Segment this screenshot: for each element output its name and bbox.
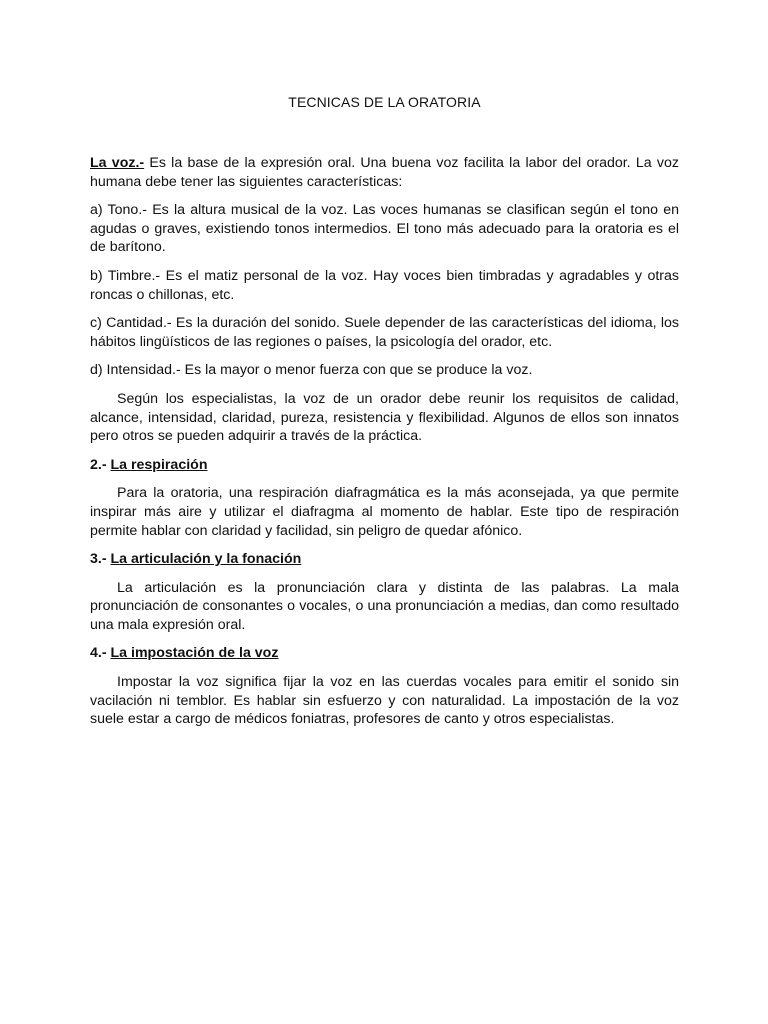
voz-intro-text: Es la base de la expresión oral. Una buena voz facilita la labor del orador. La voz humana debe tener las siguientes características: bbox=[90, 155, 679, 190]
section-heading-impostacion bbox=[90, 644, 679, 663]
section-heading-respiracion bbox=[90, 456, 679, 475]
voz-label: La voz.- bbox=[90, 155, 145, 171]
section-body-respiracion: Para la oratoria, una respiración diafragmática es la más aconsejada, ya que permite inspirar más aire y utilizar el diafragma al momento de hablar. Este tipo de respiración permite hablar con claridad y facilidad, sin peligro de quedar afónico. bbox=[90, 485, 679, 539]
voz-intro-paragraph bbox=[90, 154, 679, 191]
voz-closing-paragraph: Según los especialistas, la voz de un orador debe reunir los requisitos de calidad, alcance, intensidad, claridad, pureza, resistencia y flexibilidad. Algunos de ellos son innatos pero otros se pueden adquirir a través de la práctica. bbox=[90, 390, 679, 445]
section-title: La articulación y la fonación bbox=[110, 551, 302, 568]
document-title: TECNICAS DE LA ORATORIA bbox=[288, 94, 481, 110]
section-title: La impostación de la voz bbox=[110, 645, 279, 662]
section-number: 3.- bbox=[90, 551, 111, 568]
section-title: La respiración bbox=[110, 456, 208, 473]
item-intensidad: d) Intensidad.- Es la mayor o menor fuerza con que se produce la voz. bbox=[90, 362, 533, 379]
item-cantidad: c) Cantidad.- Es la duración del sonido. Suele depender de las características del idioma, los hábitos lingüísticos de las regiones o países, la psicología del orador, etc. bbox=[90, 315, 679, 350]
document-body bbox=[90, 154, 679, 739]
section-number: 4.- bbox=[90, 645, 111, 662]
section-heading-articulacion bbox=[90, 550, 679, 569]
item-tono: a) Tono.- Es la altura musical de la voz. Las voces humanas se clasifican según el tono en agudas o graves, existiendo tonos intermedios. El tono más adecuado para la oratoria es el de barítono. bbox=[90, 202, 679, 256]
section-number: 2.- bbox=[90, 456, 111, 473]
section-body-articulacion: La articulación es la pronunciación clara y distinta de las palabras. La mala pronunciación de consonantes o vocales, o una pronunciación a medias, dan como resultado una mala expresión oral. bbox=[90, 579, 679, 633]
section-body-impostacion: Impostar la voz significa fijar la voz en las cuerdas vocales para emitir el sonido sin vacilación ni temblor. Es hablar sin esfuerzo y con naturalidad. La impostación de la voz suele estar a cargo de médicos foniatras, profesores de canto y otros especialistas. bbox=[90, 674, 679, 728]
item-timbre: b) Timbre.- Es el matiz personal de la voz. Hay voces bien timbradas y agradables y otras roncas o chillonas, etc. bbox=[90, 267, 679, 303]
